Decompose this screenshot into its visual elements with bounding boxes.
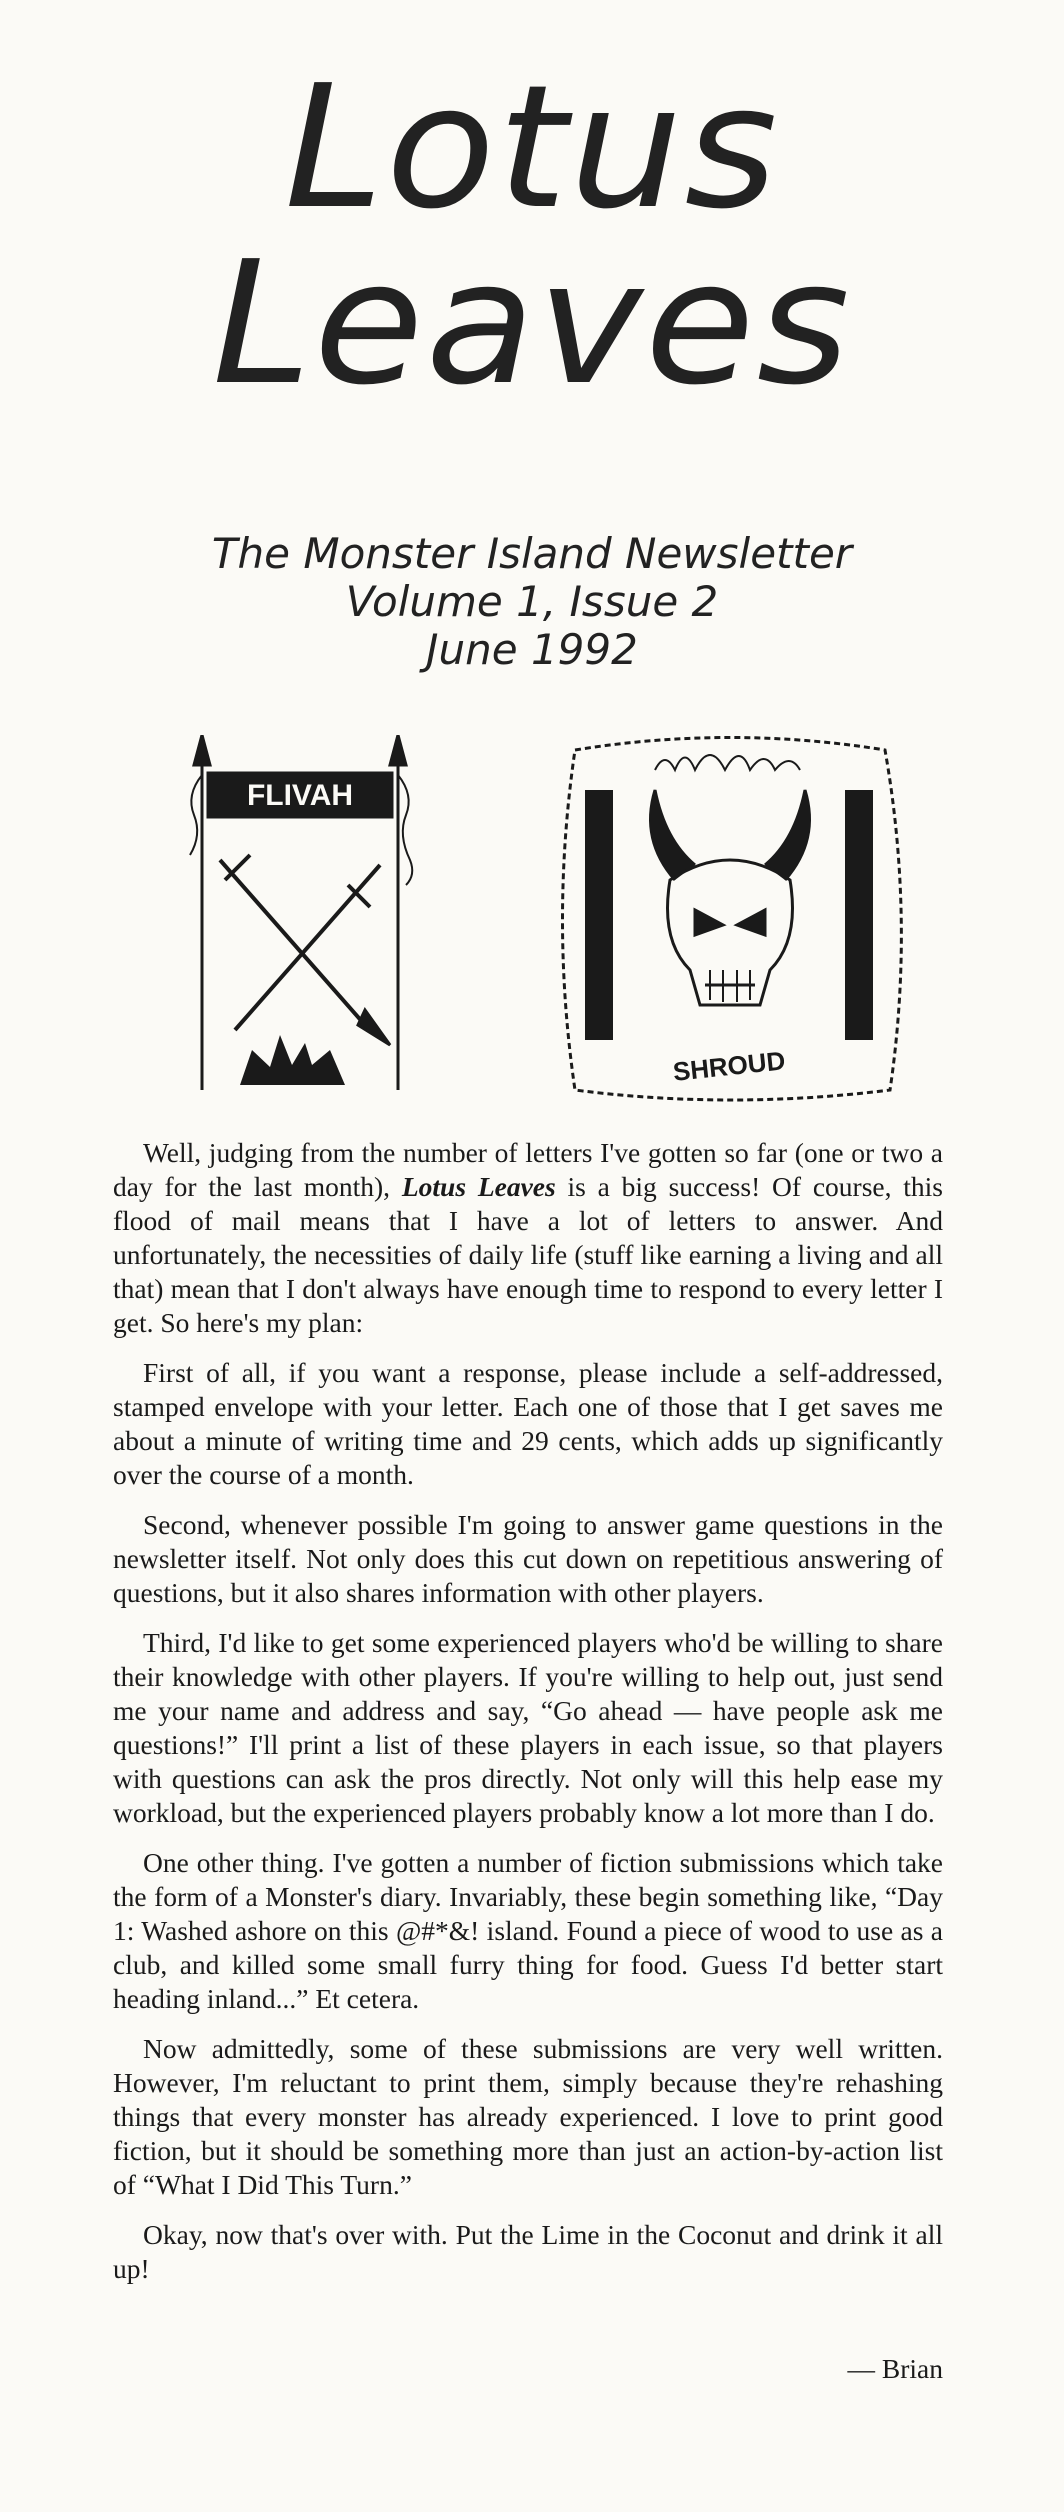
right-spear-tip xyxy=(390,735,406,765)
editorial-article xyxy=(113,1136,943,2286)
subtitle-volume: Volume 1, Issue 2 xyxy=(345,577,719,626)
subtitle-date: June 1992 xyxy=(426,625,638,674)
sword-blade xyxy=(220,860,365,1025)
shroud-label: SHROUD xyxy=(671,1045,787,1087)
masthead-line-1: Lotus xyxy=(284,49,780,247)
flivah-emblem-illustration xyxy=(180,735,420,1095)
paragraph-5: One other thing. I've gotten a number of fiction submissions which take the form of a Monster's diary. Invariably, these begin something like, “Day 1: Washed ashore on this @#*&! island. Found a piece of wood to use as a club, and killed some small furry thing for food. Guess I'd better start heading inland...” Et cetera. xyxy=(113,1847,943,2014)
paragraph-2: First of all, if you want a response, please include a self-addressed, stamped envelope with your letter. Each one of those that I get saves me about a minute of writing time and 29 cents, which adds up significantly over the course of a month. xyxy=(113,1357,943,1490)
right-pillar xyxy=(845,790,873,1040)
paragraph-7: Okay, now that's over with. Put the Lime in the Coconut and drink it all up! xyxy=(113,2219,943,2284)
newsletter-title-inline: Lotus Leaves xyxy=(401,1171,556,1202)
left-horn xyxy=(651,790,696,880)
shroud-emblem-illustration xyxy=(545,730,915,1110)
subtitle-name: The Monster Island Newsletter xyxy=(211,529,853,578)
skull-outline xyxy=(668,860,793,1005)
paragraph-4: Third, I'd like to get some experienced players who'd be willing to share their knowledge with other players. If you're willing to help out, just send me your name and address and say, “Go ahead — have people ask me questions!” I'll print a list of these players in each issue, so that players with questions can ask the pros directly. Not only will this help ease my workload, but the experienced players probably know a lot more than I do. xyxy=(113,1627,943,1828)
left-pillar xyxy=(585,790,613,1040)
paragraph-1: Well, judging from the number of letters I've gotten so far (one or two a day for the last month), Lotus Leaves is a big success! Of course, this flood of mail means that I have a lot of letters to answer. And unfortunately, the necessities of daily life (stuff like earning a living and all that) mean that I don't always have enough time to respond to every letter I get. So here's my plan: xyxy=(113,1137,944,1338)
paragraph-3: Second, whenever possible I'm going to answer game questions in the newsletter itself. Not only does this cut down on repetitious answering of questions, but it also shares information with other players. xyxy=(113,1509,943,1608)
left-eye xyxy=(695,910,723,935)
author-signature: — Brian xyxy=(847,2353,943,2384)
right-horn xyxy=(765,790,810,880)
left-spear-tip xyxy=(194,735,210,765)
right-eye xyxy=(737,910,765,935)
spear-shaft xyxy=(235,865,380,1030)
flame-crown-icon xyxy=(240,1035,345,1085)
masthead-line-2: Leaves xyxy=(212,225,852,423)
paragraph-6: Now admittedly, some of these submissions are very well written. However, I'm reluctant to print them, simply because they're rehashing things that every monster has already experienced. I love to print good fiction, but it should be something more than just an action-by-action list of “What I Did This Turn.” xyxy=(113,2033,943,2200)
banner-text: FLIVAH xyxy=(246,779,354,812)
masthead-title xyxy=(0,49,1064,423)
newsletter-subtitle xyxy=(0,530,1064,674)
